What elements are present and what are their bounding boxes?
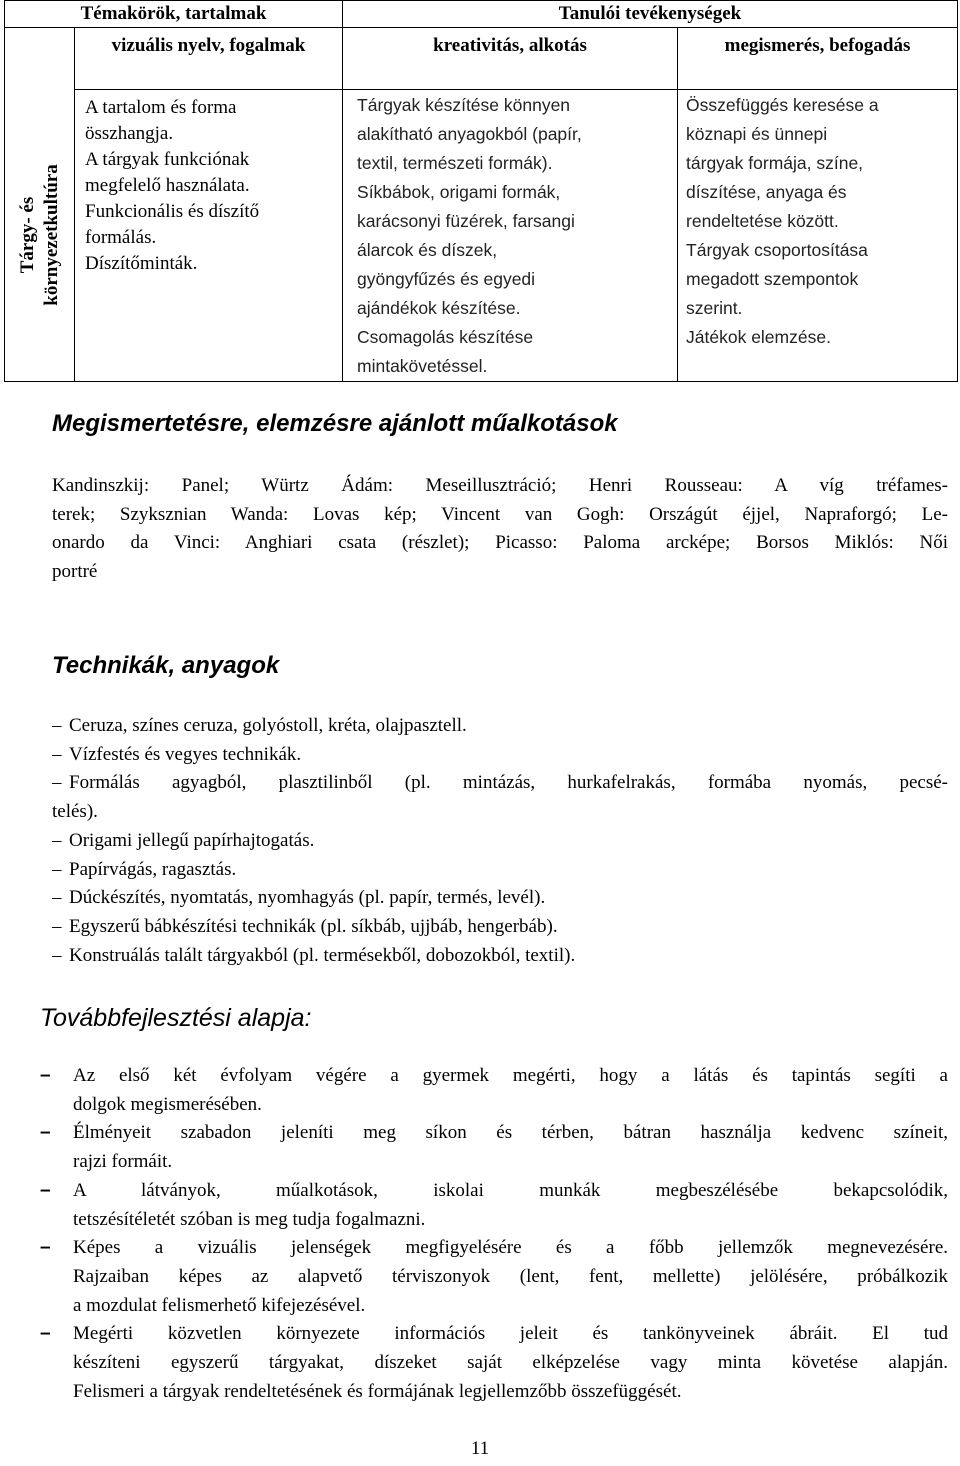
list-item: – Papírvágás, ragasztás. — [52, 856, 948, 885]
cell-line: díszítése, anyaga és — [686, 182, 847, 202]
list-item-line: – Az első két évfolyam végére a gyermek megérti, hogy a látás és tapintás segíti a — [73, 1065, 948, 1086]
row-label-line: környezetkultúra — [40, 164, 62, 306]
cell-line: megfelelő használata. — [85, 175, 250, 196]
paragraph-line: terek; Szyksznian Wanda: Lovas kép; Vincent van Gogh: Országút éjjel, Napraforgó; Le- — [52, 503, 948, 525]
row-label — [16, 165, 64, 306]
list-item-line: készíteni egyszerű tárgyakat, díszeket saját elképzelése vagy minta követése alapján. — [73, 1352, 948, 1374]
subheader-creativity: kreativitás, alkotás — [343, 28, 678, 90]
cell-line: formálás. — [85, 227, 157, 248]
list-item-line: – Képes a vizuális jelenségek megfigyelésére és a főbb jellemzők megnevezésére. — [73, 1237, 948, 1259]
cell-line: Csomagolás készítése — [357, 327, 534, 347]
list-item: – Origami jellegű papírhajtogatás. — [52, 827, 948, 856]
cell-line: Díszítőminták. — [85, 253, 198, 274]
list-item — [40, 1062, 948, 1119]
list-item-line: – A látványok, műalkotások, iskolai munkák megbeszélésébe bekapcsolódik, — [73, 1179, 948, 1201]
list-item-continuation: telés). — [52, 801, 98, 823]
list-item — [40, 1119, 948, 1176]
subheader-cognition: megismerés, befogadás — [678, 28, 958, 90]
techniques-heading: Technikák, anyagok — [52, 652, 280, 679]
list-item-line: rajzi formáit. — [73, 1151, 173, 1173]
header-activities: Tanulói tevékenységek — [343, 1, 958, 28]
list-item — [40, 1234, 948, 1320]
artworks-heading: Megismertetésre, elemzésre ajánlott műalkotások — [52, 410, 618, 437]
curriculum-table — [4, 0, 958, 382]
list-item: – Konstruálás talált tárgyakból (pl. termésekből, dobozokból, textil). — [52, 942, 948, 971]
cell-line: Tárgyak csoportosítása — [686, 240, 868, 260]
cell-line: ajándékok készítése. — [357, 298, 521, 318]
header-topics: Témakörök, tartalmak — [5, 1, 343, 28]
list-item-line: – Formálás agyagból, plasztilinből (pl. mintázás, hurkafelrakás, formába nyomás, pecsé- — [69, 772, 948, 794]
cell-line: Tárgyak készítése könnyen — [357, 95, 571, 115]
cell-line: tárgyak formája, színe, — [686, 153, 864, 173]
creativity-cell — [343, 90, 678, 382]
cognition-cell — [678, 90, 958, 382]
list-item: – Egyszerű bábkészítési technikák (pl. síkbáb, ujjbáb, hengerbáb). — [52, 913, 948, 942]
list-item — [40, 1177, 948, 1234]
cell-line: Játékok elemzése. — [686, 327, 831, 347]
development-list — [40, 1062, 948, 1406]
subheader-visual-language: vizuális nyelv, fogalmak — [75, 28, 343, 90]
cell-line: alakítható anyagokból (papír, — [357, 124, 582, 144]
list-item — [52, 769, 948, 798]
list-item-line: Felismeri a tárgyak rendeltetésének és formájának legjellemzőbb összefüggését. — [73, 1380, 682, 1402]
cell-line: textil, természeti formák). — [357, 153, 553, 173]
cell-line: Funkcionális és díszítő — [85, 201, 260, 222]
list-item: – Vízfestés és vegyes technikák. — [52, 741, 948, 770]
row-label-cell — [5, 90, 75, 382]
cell-line: A tárgyak funkciónak — [85, 149, 250, 170]
cell-line: rendeltetése között. — [686, 211, 839, 231]
cell-line: gyöngyfűzés és egyedi — [357, 269, 536, 289]
artworks-paragraph — [52, 472, 948, 587]
techniques-list — [52, 712, 948, 970]
cell-line: összhangja. — [85, 123, 174, 144]
header-empty-corner — [5, 28, 75, 90]
development-heading: Továbbfejlesztési alapja: — [40, 1004, 312, 1032]
cell-line: Síkbábok, origami formák, — [357, 182, 561, 202]
list-item-line: dolgok megismerésében. — [73, 1093, 262, 1115]
list-item-line: a mozdulat felismerhető kifejezésével. — [73, 1294, 366, 1316]
cell-line: szerint. — [686, 298, 743, 318]
list-item-line: – Megérti közvetlen környezete információs jeleit és tankönyveinek ábráit. El tud — [73, 1323, 948, 1345]
list-item — [40, 1320, 948, 1406]
list-item-line: Rajzaiban képes az alapvető térviszonyok (lent, fent, mellette) jelölésére, próbálkozik — [73, 1265, 948, 1287]
visual-language-cell — [75, 90, 343, 382]
paragraph-line: onardo da Vinci: Anghiari csata (részlet); Picasso: Paloma arcképe; Borsos Miklós: Női — [52, 532, 948, 554]
paragraph-line: Kandinszkij: Panel; Würtz Ádám: Meseillusztráció; Henri Rousseau: A víg tréfames- — [52, 475, 948, 496]
cell-line: A tartalom és forma — [85, 97, 237, 118]
cell-line: köznapi és ünnepi — [686, 124, 828, 144]
list-item-line: tetszésítéletét szóban is meg tudja fogalmazni. — [73, 1208, 426, 1230]
page-number: 11 — [470, 1438, 490, 1459]
list-item: – Ceruza, színes ceruza, golyóstoll, kréta, olajpasztell. — [52, 712, 948, 741]
cell-line: karácsonyi füzérek, farsangi — [357, 211, 575, 231]
paragraph-line: portré — [52, 561, 98, 583]
cell-line: megadott szempontok — [686, 269, 859, 289]
list-item: – Dúckészítés, nyomtatás, nyomhagyás (pl. papír, termés, levél). — [52, 884, 948, 913]
row-label-line: Tárgy- és — [16, 197, 38, 274]
cell-line: mintakövetéssel. — [357, 356, 488, 376]
cell-line: álarcok és díszek, — [357, 240, 498, 260]
list-item-line: – Élményeit szabadon jeleníti meg síkon és térben, bátran használja kedvenc színeit, — [73, 1122, 948, 1144]
cell-line: Összefüggés keresése a — [686, 95, 879, 115]
